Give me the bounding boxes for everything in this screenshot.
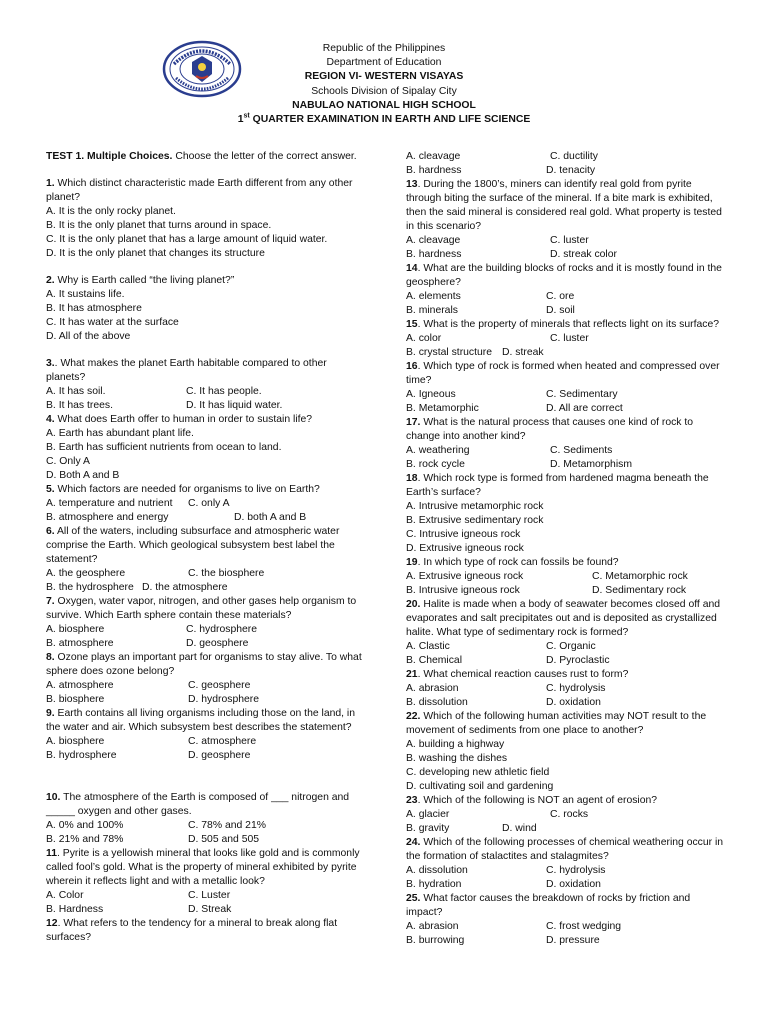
option-row: A. elements C. ore xyxy=(406,291,575,302)
right-column xyxy=(406,150,724,948)
option-row: B. Intrusive igneous rock D. Sedimentary rock xyxy=(406,585,687,596)
option-row: B. atmosphere D. geosphere xyxy=(46,638,249,649)
option-d: D. Both A and B xyxy=(46,470,120,481)
question-5: 5. Which factors are needed for organisms to live on Earth? A. temperature and nutrient C. only A B. atmosphere and energy D. both A and B xyxy=(46,483,366,525)
question-12: 12. What refers to the tendency for a mineral to break along flat surfaces? xyxy=(46,918,338,943)
option-row: B. crystal structure D. streak xyxy=(406,347,544,358)
option-row: A. biosphere C. atmosphere xyxy=(46,736,257,747)
option-c: C. developing new athletic field xyxy=(406,767,550,778)
header-school: NABULAO NATIONAL HIGH SCHOOL xyxy=(292,99,476,111)
question-2: 2. Why is Earth called “the living planet?” A. It sustains life. B. It has atmosphere C. It has water at the surface D. All of the above xyxy=(46,274,366,344)
option-row: A. biosphere C. hydrosphere xyxy=(46,624,258,635)
option-row: B. hardness D. tenacity xyxy=(406,165,596,176)
option-row: A. It has soil. C. It has people. xyxy=(46,386,262,397)
header-republic: Republic of the Philippines xyxy=(322,43,446,54)
option-row: B. the hydrosphere D. the atmosphere xyxy=(46,582,228,593)
question-17: 17. What is the natural process that causes one kind of rock to change into another kind? A. weathering C. Sediments B. rock cycle D. Metamorphism xyxy=(406,416,724,472)
option-row: B. It has trees. D. It has liquid water. xyxy=(46,400,283,411)
option-row: B. hardness D. streak color xyxy=(406,249,617,260)
option-row: A. dissolution C. hydrolysis xyxy=(406,865,606,876)
option-row: B. atmosphere and energy D. both A and B xyxy=(46,512,307,523)
question-16: 16. Which type of rock is formed when heated and compressed over time? A. Igneous C. Sedimentary B. Metamorphic D. All are correct xyxy=(406,360,724,416)
option-row: A. Extrusive igneous rock C. Metamorphic rock xyxy=(406,571,688,582)
option-row: A. cleavage C. luster xyxy=(406,235,589,246)
option-row: A. the geosphere C. the biosphere xyxy=(46,568,265,579)
option-c: C. It has water at the surface xyxy=(46,317,179,328)
question-25: 25. What factor causes the breakdown of rocks by friction and impact? A. abrasion C. frost wedging B. burrowing D. pressure xyxy=(406,892,724,948)
question-10: 10. The atmosphere of the Earth is composed of ___ nitrogen and _____ oxygen and other gases. A. 0% and 100% C. 78% and 21% B. 21% and 78% D. 505 and 505 xyxy=(46,791,366,847)
header-department: Department of Education xyxy=(326,57,442,69)
option-row: A. color C. luster xyxy=(406,333,589,344)
option-d: D. All of the above xyxy=(46,331,131,342)
question-11: 11. Pyrite is a yellowish mineral that looks like gold and is commonly called fool’s gold. What is the property of mineral exhibited by pyrite wherein it reflects light and with a metallic look? A. Color C. Luster B. Hardness D. Streak xyxy=(46,847,366,917)
header-exam-title: 1st QUARTER EXAMINATION IN EARTH AND LIFE SCIENCE xyxy=(237,112,531,126)
option-row: A. temperature and nutrient C. only A xyxy=(46,498,230,509)
question-22: 22. Which of the following human activities may NOT result to the movement of sediments from one place to another? A. building a highway B. washing the dishes C. developing new athletic field D. cultivating soil and gardening xyxy=(406,710,724,794)
option-row: A. abrasion C. frost wedging xyxy=(406,921,622,932)
question-23: 23. Which of the following is NOT an agent of erosion? A. glacier C. rocks B. gravity D. wind xyxy=(406,794,724,836)
option-row: A. atmosphere C. geosphere xyxy=(46,680,251,691)
option-row: A. 0% and 100% C. 78% and 21% xyxy=(46,820,266,831)
option-c: C. Only A xyxy=(46,456,90,467)
option-d: D. Extrusive igneous rock xyxy=(406,543,524,554)
option-row: B. burrowing D. pressure xyxy=(406,935,600,946)
option-b: B. It has atmosphere xyxy=(46,303,142,314)
option-row: B. Hardness D. Streak xyxy=(46,904,232,915)
option-row: B. hydrosphere D. geosphere xyxy=(46,750,251,761)
option-row: A. Clastic C. Organic xyxy=(406,641,596,652)
option-row: A. cleavage C. ductility xyxy=(406,151,598,162)
option-a: A. building a highway xyxy=(406,739,505,750)
option-c: C. Intrusive igneous rock xyxy=(406,529,521,540)
option-a: A. It is the only rocky planet. xyxy=(46,206,176,217)
question-20: 20. Halite is made when a body of seawater becomes closed off and evaporates and salt precipitates out and is deposited as crystallized halite. What type of sedimentary rock is formed? A. Clastic C. Organic B. Chemical D. Pyroclastic xyxy=(406,598,724,668)
option-row: B. rock cycle D. Metamorphism xyxy=(406,459,632,470)
option-c: C. It is the only planet that has a large amount of liquid water. xyxy=(46,234,328,245)
option-row: B. hydration D. oxidation xyxy=(406,879,601,890)
question-14: 14. What are the building blocks of rocks and it is mostly found in the geosphere? A. elements C. ore B. minerals D. soil xyxy=(406,262,724,318)
option-row: B. minerals D. soil xyxy=(406,305,575,316)
question-1: 1. Which distinct characteristic made Earth different from any other planet? A. It is the only rocky planet. B. It is the only planet that turns around in space. C. It is the only planet that has a large amount of liquid water. D. It is the only planet that changes its structure xyxy=(46,177,366,261)
option-row: B. 21% and 78% D. 505 and 505 xyxy=(46,834,260,845)
left-column xyxy=(46,150,366,945)
option-d: D. It is the only planet that changes its structure xyxy=(46,248,265,259)
option-d: D. cultivating soil and gardening xyxy=(406,781,554,792)
question-7: 7. Oxygen, water vapor, nitrogen, and other gases help organism to survive. Which Earth sphere contain these materials? A. biosphere C. hydrosphere B. atmosphere D. geosphere xyxy=(46,595,366,651)
question-9: 9. Earth contains all living organisms including those on the land, in the water and air. Which subsystem best describes the statement? A. biosphere C. atmosphere B. hydrosphere D. geosphere xyxy=(46,707,366,763)
option-row: B. biosphere D. hydrosphere xyxy=(46,694,260,705)
question-3: 3.. What makes the planet Earth habitable compared to other planets? A. It has soil. C. It has people. B. It has trees. D. It has liquid water. xyxy=(46,357,366,413)
option-row: B. gravity D. wind xyxy=(406,823,537,834)
header-region: REGION VI- WESTERN VISAYAS xyxy=(304,71,464,83)
option-row: B. dissolution D. oxidation xyxy=(406,697,601,708)
option-b: B. It is the only planet that turns around in space. xyxy=(46,220,272,231)
option-row: A. abrasion C. hydrolysis xyxy=(406,683,606,694)
option-a: A. Intrusive metamorphic rock xyxy=(406,501,544,512)
option-row: A. glacier C. rocks xyxy=(406,809,589,820)
option-b: B. washing the dishes xyxy=(406,753,508,764)
option-row: B. Metamorphic D. All are correct xyxy=(406,403,623,414)
option-a: A. Earth has abundant plant life. xyxy=(46,428,194,439)
option-a: A. It sustains life. xyxy=(46,289,125,300)
question-13: 13. During the 1800’s, miners can identify real gold from pyrite through biting the surface of the mineral. If a bite mark is exhibited, then the said mineral is considered real gold. What property is tested in this scenario? A. cleavage C. luster B. hardness D. streak color xyxy=(406,178,724,262)
question-24: 24. Which of the following processes of chemical weathering occur in the formation of stalactites and stalagmites? A. dissolution C. hydrolysis B. hydration D. oxidation xyxy=(406,837,724,890)
question-4: 4. What does Earth offer to human in order to sustain life? A. Earth has abundant plant life. B. Earth has sufficient nutrients from ocean to land. C. Only A D. Both A and B xyxy=(46,413,366,483)
question-6: 6. All of the waters, including subsurface and atmospheric water comprise the Earth. Which geological subsystem best label the statement? A. the geosphere C. the biosphere B. the hydrosphere D. the atmosphere xyxy=(46,525,366,595)
question-21: 21. What chemical reaction causes rust to form? A. abrasion C. hydrolysis B. dissolution D. oxidation xyxy=(406,668,724,710)
question-8: 8. Ozone plays an important part for organisms to stay alive. To what sphere does ozone belong? A. atmosphere C. geosphere B. biosphere D. hydrosphere xyxy=(46,651,366,707)
question-18: 18. Which rock type is formed from hardened magma beneath the Earth’s surface? A. Intrusive metamorphic rock B. Extrusive sedimentary rock C. Intrusive igneous rock D. Extrusive igneous rock xyxy=(406,472,724,556)
document-header xyxy=(0,42,768,127)
question-19: 19. In which type of rock can fossils be found? A. Extrusive igneous rock C. Metamorphic rock B. Intrusive igneous rock D. Sedimentary rock xyxy=(406,556,724,598)
test-instructions: TEST 1. Multiple Choices. Choose the letter of the correct answer. xyxy=(46,151,357,162)
option-b: B. Extrusive sedimentary rock xyxy=(406,515,544,526)
option-row: A. weathering C. Sediments xyxy=(406,445,613,456)
question-15: 15. What is the property of minerals that reflects light on its surface? A. color C. luster B. crystal structure D. streak xyxy=(406,318,724,360)
option-b: B. Earth has sufficient nutrients from ocean to land. xyxy=(46,442,282,453)
option-row: A. Color C. Luster xyxy=(46,890,231,901)
question-12-options xyxy=(406,150,724,178)
header-division: Schools Division of Sipalay City xyxy=(311,85,457,97)
option-row: B. Chemical D. Pyroclastic xyxy=(406,655,610,666)
option-row: A. Igneous C. Sedimentary xyxy=(406,389,618,400)
